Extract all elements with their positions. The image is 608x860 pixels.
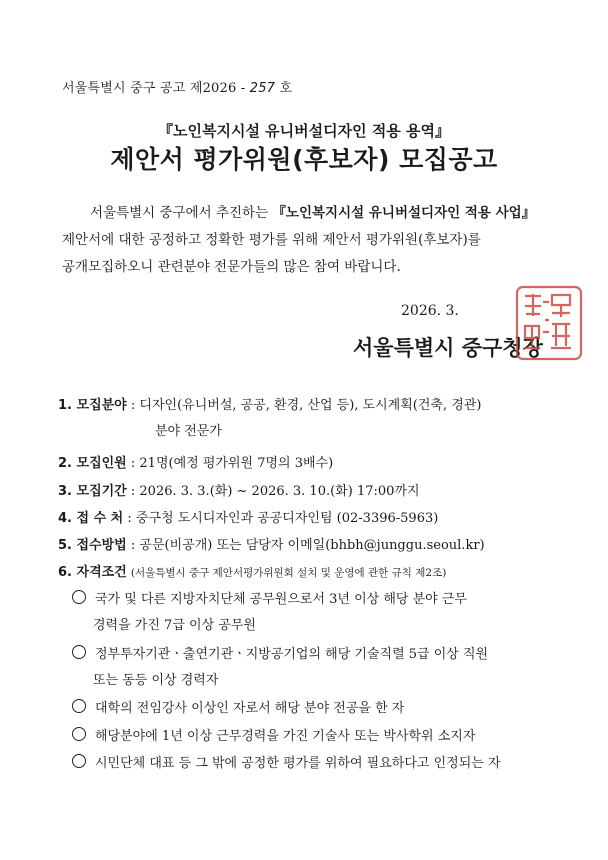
item-office: 4. 접 수 처 : 중구청 도시디자인과 공공디자인팀 (02-3396-5963) <box>58 511 439 526</box>
item-field: 1. 모집분야 : 디자인(유니버설, 공공, 환경, 산업 등), 도시계획(건축, 경관) <box>58 398 482 413</box>
intro-paragraph <box>62 200 562 281</box>
item-value: 중구청 도시디자인과 공공디자인팀 (02-3396-5963) <box>135 511 439 526</box>
intro-line-3: 공개모집하오니 관련분야 전문가들의 많은 참여 바랍니다. <box>62 259 401 275</box>
intro-line-1-text: 서울특별시 중구에서 추진하는 <box>90 205 273 221</box>
intro-line-1 <box>62 200 562 227</box>
circle-bullet-icon <box>72 754 86 768</box>
circle-bullet-icon <box>72 645 86 659</box>
circle-bullet-icon <box>72 727 86 741</box>
notice-number-handwritten: 257 <box>249 81 276 96</box>
item-period: 3. 모집기간 : 2026. 3. 3.(화) ~ 2026. 3. 10.(화) 17:00까지 <box>58 484 420 499</box>
issuer-name: 서울특별시 중구청장 <box>353 336 543 360</box>
circle-bullet-icon <box>72 590 86 604</box>
condition-text: 정부투자기관ㆍ출연기관ㆍ지방공기업의 해당 기술직렬 5급 이상 직원 <box>95 647 489 662</box>
condition-item <box>72 752 501 771</box>
item-qualifications <box>58 561 446 580</box>
item-note: (서울특별시 중구 제안서평가위원회 설치 및 운영에 관한 규칙 제2조) <box>130 567 447 579</box>
condition-text: 해당분야에 1년 이상 근무경력을 가진 기술사 또는 박사학위 소지자 <box>95 729 476 744</box>
condition-continuation: 경력을 가진 7급 이상 공무원 <box>93 618 256 633</box>
item-value: 공문(비공개) 또는 담당자 이메일(bhbh@junggu.seoul.kr) <box>139 538 485 553</box>
item-label: 3. 모집기간 <box>58 484 127 499</box>
official-seal-stamp <box>512 282 586 364</box>
item-value: 2026. 3. 3.(화) ~ 2026. 3. 10.(화) 17:00까지 <box>139 484 420 499</box>
item-label: 2. 모집인원 <box>58 456 127 471</box>
condition-text: 시민단체 대표 등 그 밖에 공정한 평가를 위하여 필요하다고 인정되는 자 <box>95 756 501 771</box>
item-label: 4. 접 수 처 <box>58 511 124 526</box>
intro-line-2: 제안서에 대한 공정하고 정확한 평가를 위해 제안서 평가위원(후보자)를 <box>62 232 481 248</box>
condition-item <box>72 588 467 607</box>
condition-text: 국가 및 다른 지방자치단체 공무원으로서 3년 이상 해당 분야 근무 <box>95 592 467 607</box>
item-label: 1. 모집분야 <box>58 398 127 413</box>
notice-date: 2026. 3. <box>401 303 459 319</box>
item-label: 6. 자격조건 <box>58 565 127 580</box>
condition-item <box>72 697 404 716</box>
notice-number-prefix: 서울특별시 중구 공고 제2026 - <box>62 81 250 96</box>
condition-continuation: 또는 동등 이상 경력자 <box>93 673 219 688</box>
item-value: 21명(예정 평가위원 7명의 3배수) <box>139 456 334 471</box>
notice-number <box>62 77 292 96</box>
page-title: 제안서 평가위원(후보자) 모집공고 <box>110 145 498 174</box>
intro-project-name: 『노인복지시설 유니버설디자인 적용 사업』 <box>272 205 536 221</box>
condition-text: 대학의 전임강사 이상인 자로서 해당 분야 전공을 한 자 <box>95 701 405 716</box>
condition-item <box>72 643 488 662</box>
item-headcount: 2. 모집인원 : 21명(예정 평가위원 7명의 3배수) <box>58 456 334 471</box>
item-value: 디자인(유니버설, 공공, 환경, 산업 등), 도시계획(건축, 경관) <box>139 398 482 413</box>
item-field-continuation: 분야 전문가 <box>155 424 222 439</box>
condition-item <box>72 725 475 744</box>
item-label: 5. 접수방법 <box>58 538 127 553</box>
item-method: 5. 접수방법 : 공문(비공개) 또는 담당자 이메일(bhbh@junggu.seoul.kr) <box>58 538 485 553</box>
notice-number-suffix: 호 <box>275 81 293 96</box>
project-subtitle: 『노인복지시설 유니버설디자인 적용 용역』 <box>158 122 450 140</box>
circle-bullet-icon <box>72 699 86 713</box>
